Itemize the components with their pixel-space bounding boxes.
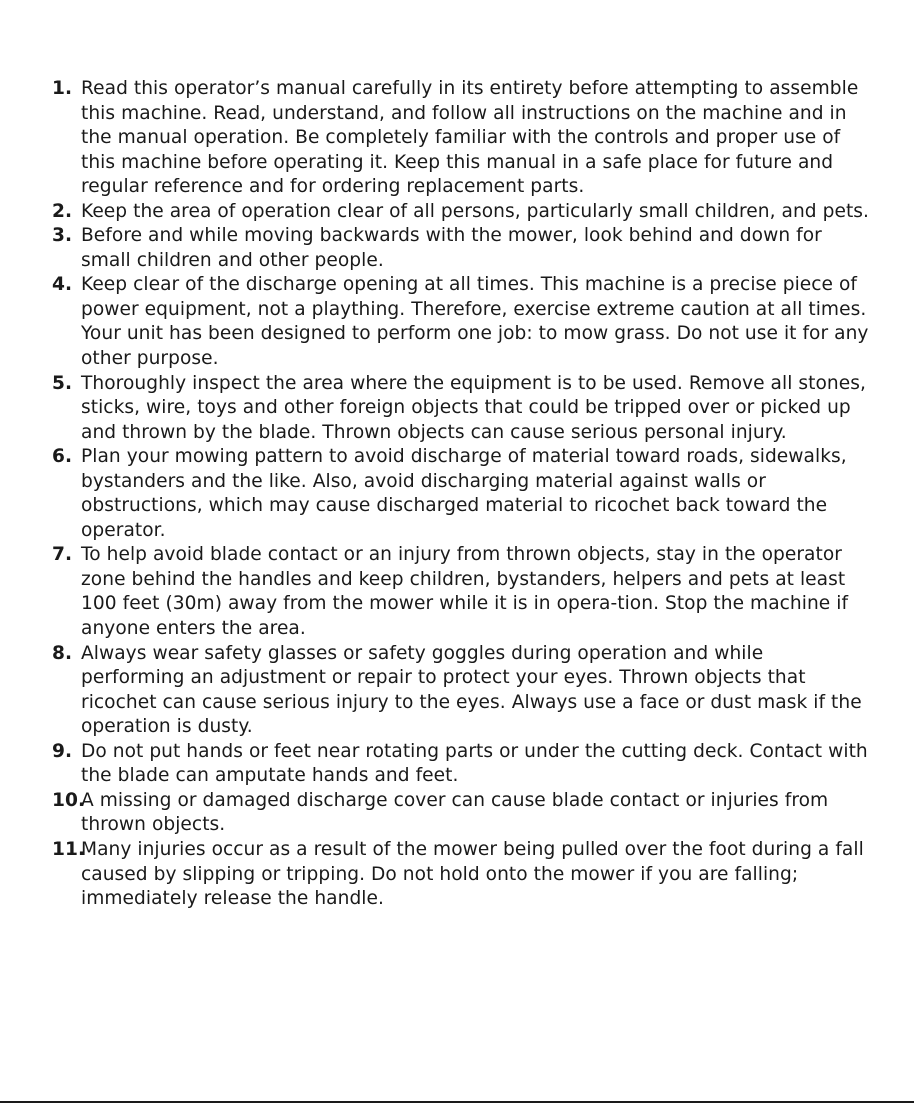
list-item (52, 200, 872, 225)
item-text: Read this operator’s manual carefully in its entirety before attempting to assemble this machine. Read, understand, and follow all instructions on the machine and in the manual operation. Be completely familiar with the controls and proper use of this machine before operating it. Keep this manual in a safe place for future and regular reference and for ordering replacement parts. (81, 78, 859, 198)
item-number: 4. (52, 274, 73, 296)
list-item (52, 273, 872, 371)
item-number: 9. (52, 740, 73, 762)
item-text: Before and while moving backwards with the mower, look behind and down for small children and other people. (81, 225, 822, 271)
item-text: To help avoid blade contact or an injury from thrown objects, stay in the operator zone behind the handles and keep children, bystanders, helpers and pets at least 100 feet (30m) away from the mower while it is in opera-tion. Stop the machine if anyone enters the area. (81, 544, 849, 640)
item-text: Many injuries occur as a result of the mower being pulled over the foot during a fall caused by slipping or tripping. Do not hold onto the mower if you are falling; immediately release the handle. (81, 838, 864, 910)
item-number: 2. (52, 200, 73, 222)
item-text: Always wear safety glasses or safety goggles during operation and while performing an adjustment or repair to protect your eyes. Thrown objects that ricochet can cause serious injury to the eyes. Always use a face or dust mask if the operation is dusty. (81, 642, 862, 738)
item-number: 8. (52, 642, 73, 664)
item-number: 5. (52, 372, 73, 394)
list-item (52, 789, 872, 838)
item-text: Plan your mowing pattern to avoid discharge of material toward roads, sidewalks, bystanders and the like. Also, avoid discharging material against walls or obstructions, which may cause discharged material to ricochet back toward the operator. (81, 446, 847, 541)
item-number: 6. (52, 446, 73, 468)
item-text: A missing or damaged discharge cover can cause blade contact or injuries from thrown objects. (81, 789, 829, 836)
list-item (52, 838, 872, 912)
item-number: 11. (52, 838, 86, 860)
item-number: 7. (52, 544, 73, 566)
list-item (52, 642, 872, 740)
item-text: Keep clear of the discharge opening at all times. This machine is a precise piece of power equipment, not a plaything. Therefore, exercise extreme caution at all times. Your unit has been designed to perform one job: to mow grass. Do not use it for any other purpose. (81, 274, 869, 370)
list-item (52, 740, 872, 789)
safety-instructions-list (52, 77, 872, 912)
list-item (52, 77, 872, 200)
item-number: 3. (52, 225, 73, 247)
list-item (52, 543, 872, 641)
item-number: 10. (52, 789, 86, 811)
list-item (52, 445, 872, 543)
item-text: Thoroughly inspect the area where the equipment is to be used. Remove all stones, sticks, wire, toys and other foreign objects that could be tripped over or picked up and thrown by the blade. Thrown objects can cause serious personal injury. (81, 372, 866, 443)
item-text: Keep the area of operation clear of all persons, particularly small children, and pets. (81, 200, 869, 222)
list-item (52, 224, 872, 273)
item-text: Do not put hands or feet near rotating parts or under the cutting deck. Contact with the blade can amputate hands and feet. (81, 740, 868, 787)
list-item (52, 372, 872, 446)
item-number: 1. (52, 78, 73, 99)
